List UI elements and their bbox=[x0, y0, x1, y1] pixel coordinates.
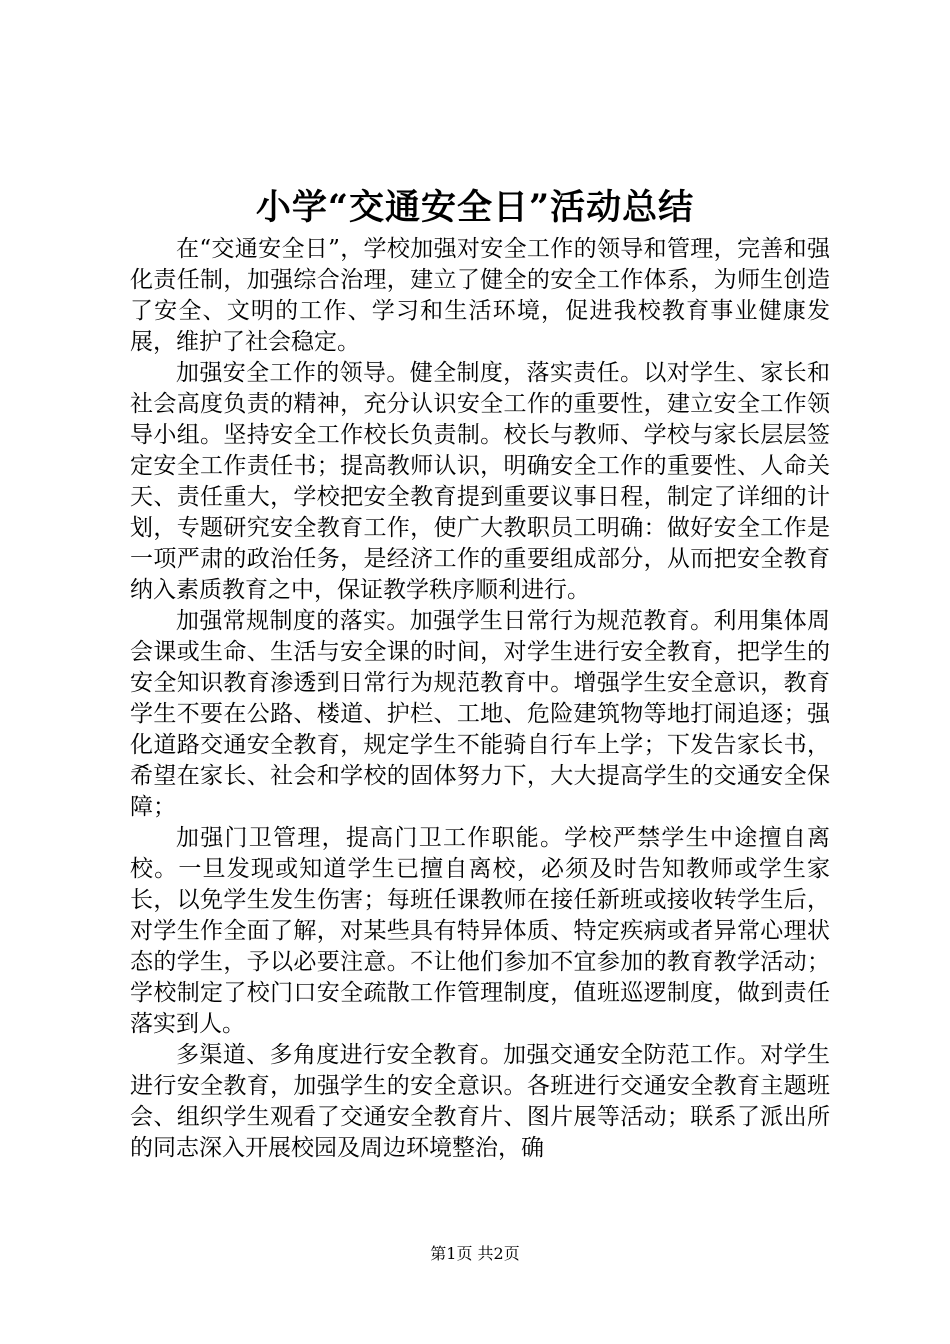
document-title: 小学“交通安全日”活动总结 bbox=[255, 187, 695, 228]
paragraph-routine-rules: 加强常规制度的落实。加强学生日常行为规范教育。利用集体周会课或生命、生活与安全课的时间，对学生进行安全教育，把学生的安全知识教育渗透到日常行为规范教育中。增强学生安全意识，教育学生不要在公路、楼道、护栏、工地、危险建筑物等地打闹追逐；强化道路交通安全教育，规定学生不能骑自行车上学；下发告家长书，希望在家长、社会和学校的固体努力下，大大提高学生的交通安全保障； bbox=[130, 608, 830, 820]
paragraph-leadership: 加强安全工作的领导。健全制度，落实责任。以对学生、家长和社会高度负责的精神，充分认识安全工作的重要性，建立安全工作领导小组。坚持安全工作校长负责制。校长与教师、学校与家长层层签定安全工作责任书；提高教师认识，明确安全工作的重要性、人命关天、责任重大，学校把安全教育提到重要议事日程，制定了详细的计划，专题研究安全教育工作，使广大教职员工明确：做好安全工作是一项严肃的政治任务，是经济工作的重要组成部分，从而把安全教育纳入素质教育之中，保证教学秩序顺利进行。 bbox=[130, 360, 830, 603]
paragraph-intro: 在“交通安全日”，学校加强对安全工作的领导和管理，完善和强化责任制，加强综合治理，建立了健全的安全工作体系，为师生创造了安全、文明的工作、学习和生活环境，促进我校教育事业健康发展，维护了社会稳定。 bbox=[130, 236, 830, 355]
paragraph-education-channels: 多渠道、多角度进行安全教育。加强交通安全防范工作。对学生进行安全教育，加强学生的安全意识。各班进行交通安全教育主题班会、组织学生观看了交通安全教育片、图片展等活动；联系了派出所的同志深入开展校园及周边环境整治，确 bbox=[130, 1042, 830, 1161]
page-footer: 第1页 共2页 bbox=[430, 1244, 520, 1263]
document-body bbox=[130, 234, 830, 1164]
paragraph-gate-management: 加强门卫管理，提高门卫工作职能。学校严禁学生中途擅自离校。一旦发现或知道学生已擅自离校，必须及时告知教师或学生家长，以免学生发生伤害；每班任课教师在接任新班或接收转学生后，对学生作全面了解，对某些具有特异体质、特定疾病或者异常心理状态的学生，予以必要注意。不让他们参加不宜参加的教育教学活动；学校制定了校门口安全疏散工作管理制度，值班巡逻制度，做到责任落实到人。 bbox=[130, 825, 830, 1037]
